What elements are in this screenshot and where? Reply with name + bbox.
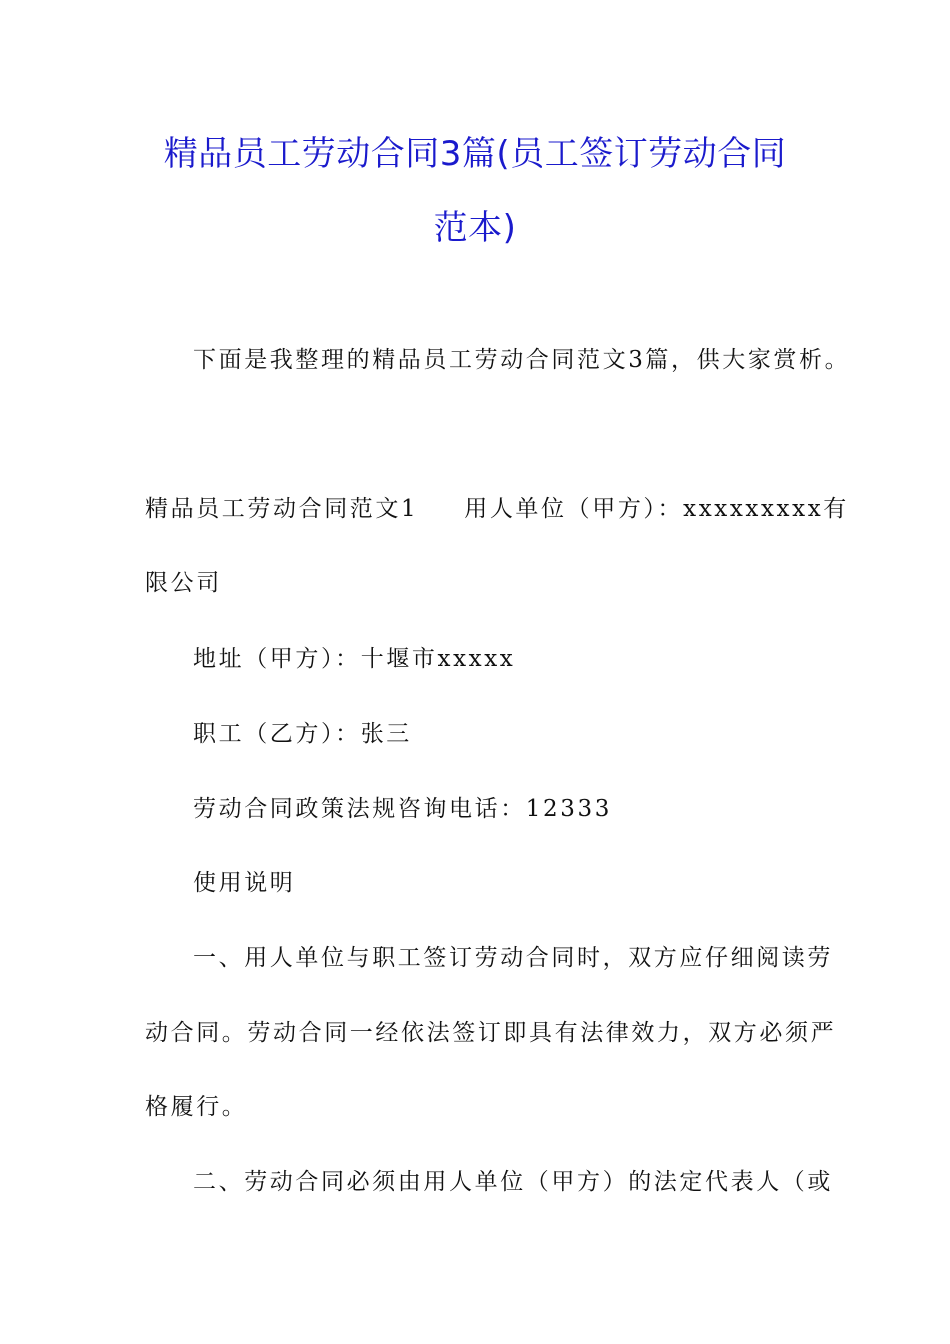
section-1-heading-line <box>145 493 849 525</box>
intro-paragraph: 下面是我整理的精品员工劳动合同范文3篇，供大家赏析。 <box>193 347 851 373</box>
item-1-line-1: 一、用人单位与职工签订劳动合同时，双方应仔细阅读劳 <box>193 945 833 971</box>
employer-field-continued: 限公司 <box>145 570 222 596</box>
usage-heading: 使用说明 <box>193 870 296 896</box>
employer-field: 用人单位（甲方）：xxxxxxxxx有 <box>464 496 849 522</box>
employee-field: 职工（乙方）：张三 <box>193 721 412 747</box>
hotline-field: 劳动合同政策法规咨询电话：12333 <box>193 796 612 822</box>
item-1-line-2: 动合同。劳动合同一经依法签订即具有法律效力，双方必须严 <box>145 1020 837 1046</box>
document-title-line-2: 范本) <box>433 208 517 248</box>
section-1-heading: 精品员工劳动合同范文1 <box>145 496 419 522</box>
item-2-line-1: 二、劳动合同必须由用人单位（甲方）的法定代表人（或 <box>193 1169 833 1195</box>
address-field: 地址（甲方）：十堰市xxxxx <box>193 646 516 672</box>
item-1-line-3: 格履行。 <box>145 1094 248 1120</box>
document-title-line-1: 精品员工劳动合同3篇(员工签订劳动合同 <box>163 134 787 174</box>
